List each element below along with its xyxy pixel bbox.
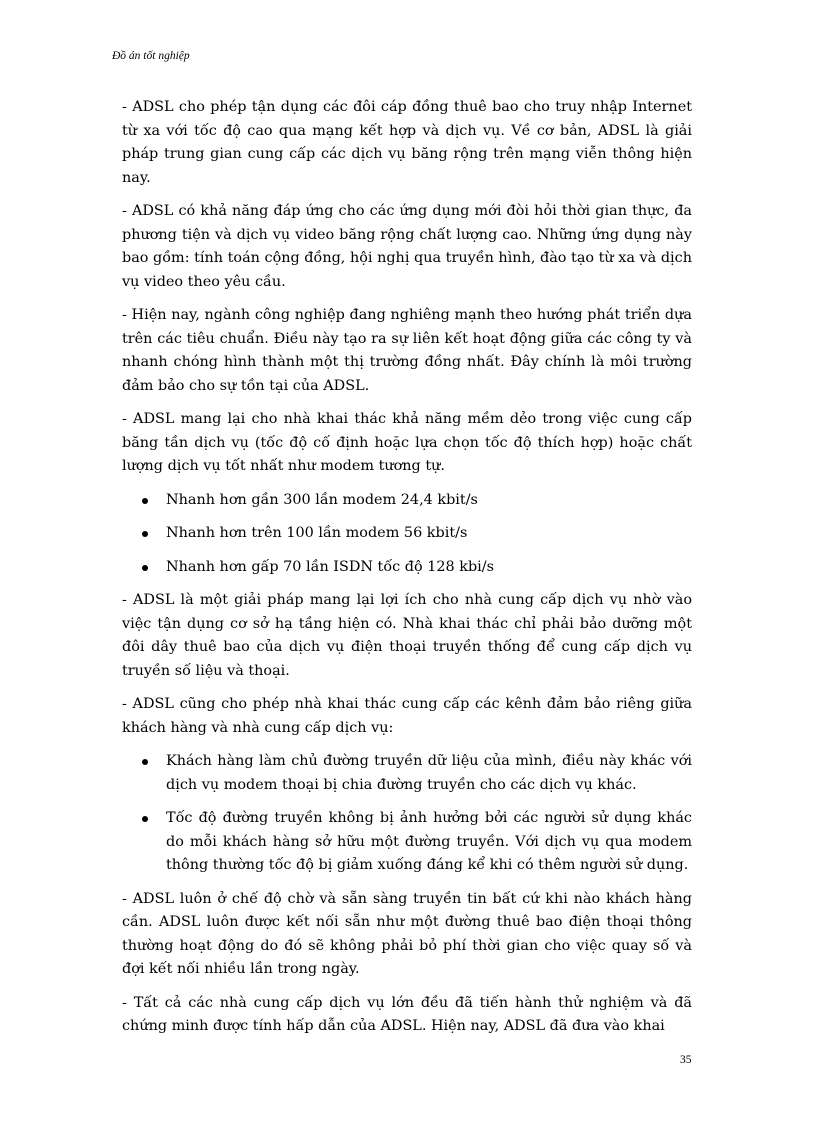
paragraph: - ADSL là một giải pháp mang lại lợi ích cho nhà cung cấp dịch vụ nhờ vào việc tận dụng cơ sở hạ tầng hiện có. Nhà khai thác chỉ phải bảo dưỡng một đôi dây thuê bao của dịch vụ điện thoại truyền thống để cung cấp dịch vụ truyền số liệu và thoại.	[122, 592, 692, 679]
paragraph: - ADSL luôn ở chế độ chờ và sẵn sàng truyền tin bất cứ khi nào khách hàng cần. ADSL luôn được kết nối sẵn như một đường thuê bao điện thoại thông thường hoạt động do đó sẽ không phải bỏ phí thời gian cho việc quay số và đợi kết nối nhiều lần trong ngày.	[122, 890, 692, 977]
customer-bullet-list	[122, 750, 692, 878]
bullet-icon	[142, 531, 148, 537]
paragraph: - ADSL cho phép tận dụng các đôi cáp đồng thuê bao cho truy nhập Internet từ xa với tốc độ cao qua mạng kết hợp và dịch vụ. Về cơ bản, ADSL là giải pháp trung gian cung cấp các dịch vụ băng rộng trên mạng viễn thông hiện nay.	[122, 99, 692, 186]
bullet-icon	[142, 498, 148, 504]
bullet-item	[122, 522, 692, 546]
bullet-text: Khách hàng làm chủ đường truyền dữ liệu của mình, điều này khác với dịch vụ modem thoại bị chia đường truyền cho các dịch vụ khác.	[166, 753, 692, 793]
paragraph: - ADSL cũng cho phép nhà khai thác cung cấp các kênh đảm bảo riêng giữa khách hàng và nhà cung cấp dịch vụ:	[122, 696, 692, 736]
document-body	[122, 96, 692, 1049]
bullet-text: Nhanh hơn gần 300 lần modem 24,4 kbit/s	[166, 491, 478, 508]
bullet-item	[122, 489, 692, 513]
bullet-text: Tốc độ đường truyền không bị ảnh hưởng bởi các người sử dụng khác do mỗi khách hàng sở hữu một đường truyền. Với dịch vụ qua modem thông thường tốc độ bị giảm xuống đáng kể khi có thêm người sử dụng.	[166, 810, 692, 873]
paragraph: - ADSL có khả năng đáp ứng cho các ứng dụng mới đòi hỏi thời gian thực, đa phương tiện và dịch vụ video băng rộng chất lượng cao. Những ứng dụng này bao gồm: tính toán cộng đồng, hội nghị qua truyền hình, đào tạo từ xa và dịch vụ video theo yêu cầu.	[122, 203, 692, 290]
paragraph: - Tất cả các nhà cung cấp dịch vụ lớn đều đã tiến hành thử nghiệm và đã chứng minh được tính hấp dẫn của ADSL. Hiện nay, ADSL đã đưa vào khai	[122, 994, 692, 1034]
page-number: 35	[680, 1054, 692, 1066]
bullet-text: Nhanh hơn trên 100 lần modem 56 kbit/s	[166, 525, 468, 541]
page-header: Đồ án tốt nghiệp	[112, 50, 190, 62]
bullet-item	[122, 750, 692, 797]
bullet-text: Nhanh hơn gấp 70 lần ISDN tốc độ 128 kbi/s	[166, 558, 495, 575]
bullet-icon	[142, 759, 148, 765]
bullet-item	[122, 807, 692, 878]
bullet-item	[122, 556, 692, 580]
bullet-icon	[142, 565, 148, 571]
paragraph: - ADSL mang lại cho nhà khai thác khả năng mềm dẻo trong việc cung cấp băng tần dịch vụ (tốc độ cố định hoặc lựa chọn tốc độ thích hợp) hoặc chất lượng dịch vụ tốt nhất như modem tương tự.	[122, 411, 692, 474]
speed-bullet-list	[122, 489, 692, 580]
paragraph: - Hiện nay, ngành công nghiệp đang nghiêng mạnh theo hướng phát triển dựa trên các tiêu chuẩn. Điều này tạo ra sự liên kết hoạt động giữa các công ty và nhanh chóng hình thành một thị trường đồng nhất. Đây chính là môi trường đảm bảo cho sự tồn tại của ADSL.	[122, 307, 692, 394]
bullet-icon	[142, 816, 148, 822]
